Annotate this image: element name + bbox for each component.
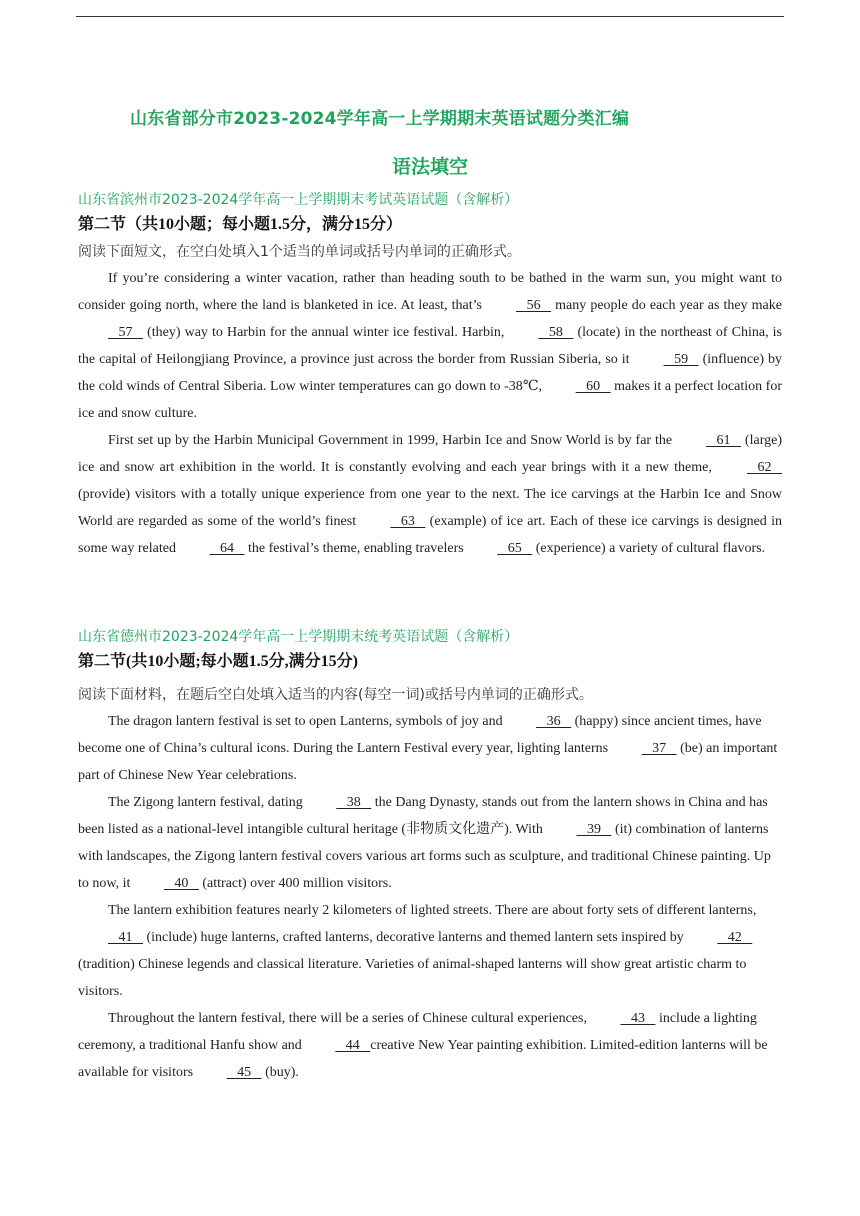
top-rule bbox=[76, 16, 784, 17]
passage-text: many people do each year as they make bbox=[551, 298, 782, 313]
paragraph bbox=[78, 427, 782, 562]
passage-text: (buy). bbox=[261, 1065, 299, 1080]
passage-text: (experience) a variety of cultural flavors. bbox=[532, 541, 766, 556]
answer-blank-37[interactable]: 37 bbox=[641, 741, 677, 756]
paragraph bbox=[78, 708, 782, 789]
passage-text: The lantern exhibition features nearly 2 kilometers of lighted streets. There are about forty sets of different lanterns, bbox=[108, 903, 757, 918]
passage-text: makes it a perfect location for ice and snow culture. bbox=[78, 379, 782, 421]
paragraph bbox=[78, 1005, 782, 1086]
answer-blank-63[interactable]: 63 bbox=[390, 514, 426, 529]
passage-text: creative New Year painting exhibition. Limited-edition lanterns will be available for visitors bbox=[78, 1038, 768, 1080]
passage-text: (example) of ice art. Each of these ice carvings is designed in some way related bbox=[78, 514, 782, 556]
passage-text: The dragon lantern festival is set to open Lanterns, symbols of joy and bbox=[108, 714, 507, 729]
answer-blank-41[interactable]: 41 bbox=[108, 930, 143, 945]
passage-text: The Zigong lantern festival, dating bbox=[108, 795, 307, 810]
answer-blank-45[interactable]: 45 bbox=[226, 1065, 262, 1080]
exam-section-dezhou bbox=[78, 626, 782, 1086]
passage-text: (attract) over 400 million visitors. bbox=[198, 876, 392, 891]
passage-text: First set up by the Harbin Municipal Government in 1999, Harbin Ice and Snow World is by far the bbox=[108, 433, 677, 448]
answer-blank-65[interactable]: 65 bbox=[497, 541, 533, 556]
passage-text: the Dang Dynasty, stands out from the lantern shows in China and has been listed as a national-level intangible cultural heritage (非物质文化遗产). With bbox=[78, 795, 768, 837]
passage bbox=[78, 708, 782, 1086]
document-sub-title: 语法填空 bbox=[391, 156, 468, 178]
instructions: 阅读下面材料，在题后空白处填入适当的内容(每空一词)或括号内单词的正确形式。 bbox=[78, 687, 593, 703]
passage-text: (they) way to Harbin for the annual winter ice festival. Harbin, bbox=[143, 325, 509, 340]
passage-text: (include) huge lanterns, crafted lanterns, decorative lanterns and themed lantern sets inspired by bbox=[143, 930, 688, 945]
passage-text: (it) combination of lanterns with landscapes, the Zigong lantern festival covers various art forms such as sculpture, and traditional Chinese painting. Up to now, it bbox=[78, 822, 771, 891]
answer-blank-43[interactable]: 43 bbox=[620, 1011, 656, 1026]
paragraph bbox=[78, 265, 782, 427]
passage-text: (influence) by the cold winds of Central Siberia. Low winter temperatures can go down to -38℃, bbox=[78, 352, 782, 394]
answer-blank-59[interactable]: 59 bbox=[663, 352, 699, 367]
exam-title: 山东省德州市2023-2024学年高一上学期期末统考英语试题（含解析） bbox=[78, 629, 519, 645]
passage-text: (be) an important part of Chinese New Year celebrations. bbox=[78, 741, 778, 783]
answer-blank-39[interactable]: 39 bbox=[576, 822, 612, 837]
passage-text: If you’re considering a winter vacation, rather than heading south to be bathed in the warm sun, you might want to consider going north, where the land is blanketed in ice. At least, that’s bbox=[78, 271, 782, 313]
answer-blank-38[interactable]: 38 bbox=[336, 795, 372, 810]
answer-blank-42[interactable]: 42 bbox=[717, 930, 753, 945]
passage-text: include a lighting ceremony, a traditional Hanfu show and bbox=[78, 1011, 757, 1053]
passage-text: (tradition) Chinese legends and classical literature. Varieties of animal-shaped lanterns will show great artistic charm to visitors. bbox=[78, 957, 747, 999]
answer-blank-60[interactable]: 60 bbox=[575, 379, 611, 394]
exam-section-binzhou bbox=[78, 189, 782, 562]
document-main-title: 山东省部分市2023-2024学年高一上学期期末英语试题分类汇编 bbox=[130, 109, 630, 129]
answer-blank-36[interactable]: 36 bbox=[536, 714, 572, 729]
answer-blank-40[interactable]: 40 bbox=[163, 876, 199, 891]
passage-text: the festival’s theme, enabling travelers bbox=[244, 541, 468, 556]
answer-blank-64[interactable]: 64 bbox=[209, 541, 245, 556]
exam-title: 山东省滨州市2023-2024学年高一上学期期末考试英语试题（含解析） bbox=[78, 192, 519, 208]
passage bbox=[78, 265, 782, 562]
answer-blank-57[interactable]: 57 bbox=[108, 325, 143, 340]
part-heading: 第二节（共10小题；每小题1.5分，满分15分） bbox=[78, 216, 403, 233]
answer-blank-56[interactable]: 56 bbox=[516, 298, 552, 313]
part-heading: 第二节(共10小题;每小题1.5分,满分15分) bbox=[78, 653, 358, 670]
answer-blank-58[interactable]: 58 bbox=[538, 325, 574, 340]
passage-text: Throughout the lantern festival, there will be a series of Chinese cultural experiences, bbox=[108, 1011, 591, 1026]
paragraph bbox=[78, 789, 782, 897]
passage-text: (large) ice and snow art exhibition in the world. It is constantly evolving and each year brings with it a new theme, bbox=[78, 433, 782, 475]
passage-text: (happy) since ancient times, have become one of China’s cultural icons. During the Lantern Festival every year, lighting lanterns bbox=[78, 714, 762, 756]
paragraph bbox=[78, 897, 782, 1005]
passage-text: (provide) visitors with a totally unique experience from one year to the next. The ice carvings at the Harbin Ice and Snow World are regarded as some of the world’s finest bbox=[78, 487, 782, 529]
passage-text: (locate) in the northeast of China, is the capital of Heilongjiang Province, a province just across the border from Russian Siberia, so it bbox=[78, 325, 782, 367]
answer-blank-61[interactable]: 61 bbox=[706, 433, 742, 448]
instructions: 阅读下面短文，在空白处填入1个适当的单词或括号内单词的正确形式。 bbox=[78, 244, 521, 260]
answer-blank-44[interactable]: 44 bbox=[335, 1038, 371, 1053]
answer-blank-62[interactable]: 62 bbox=[747, 460, 782, 475]
